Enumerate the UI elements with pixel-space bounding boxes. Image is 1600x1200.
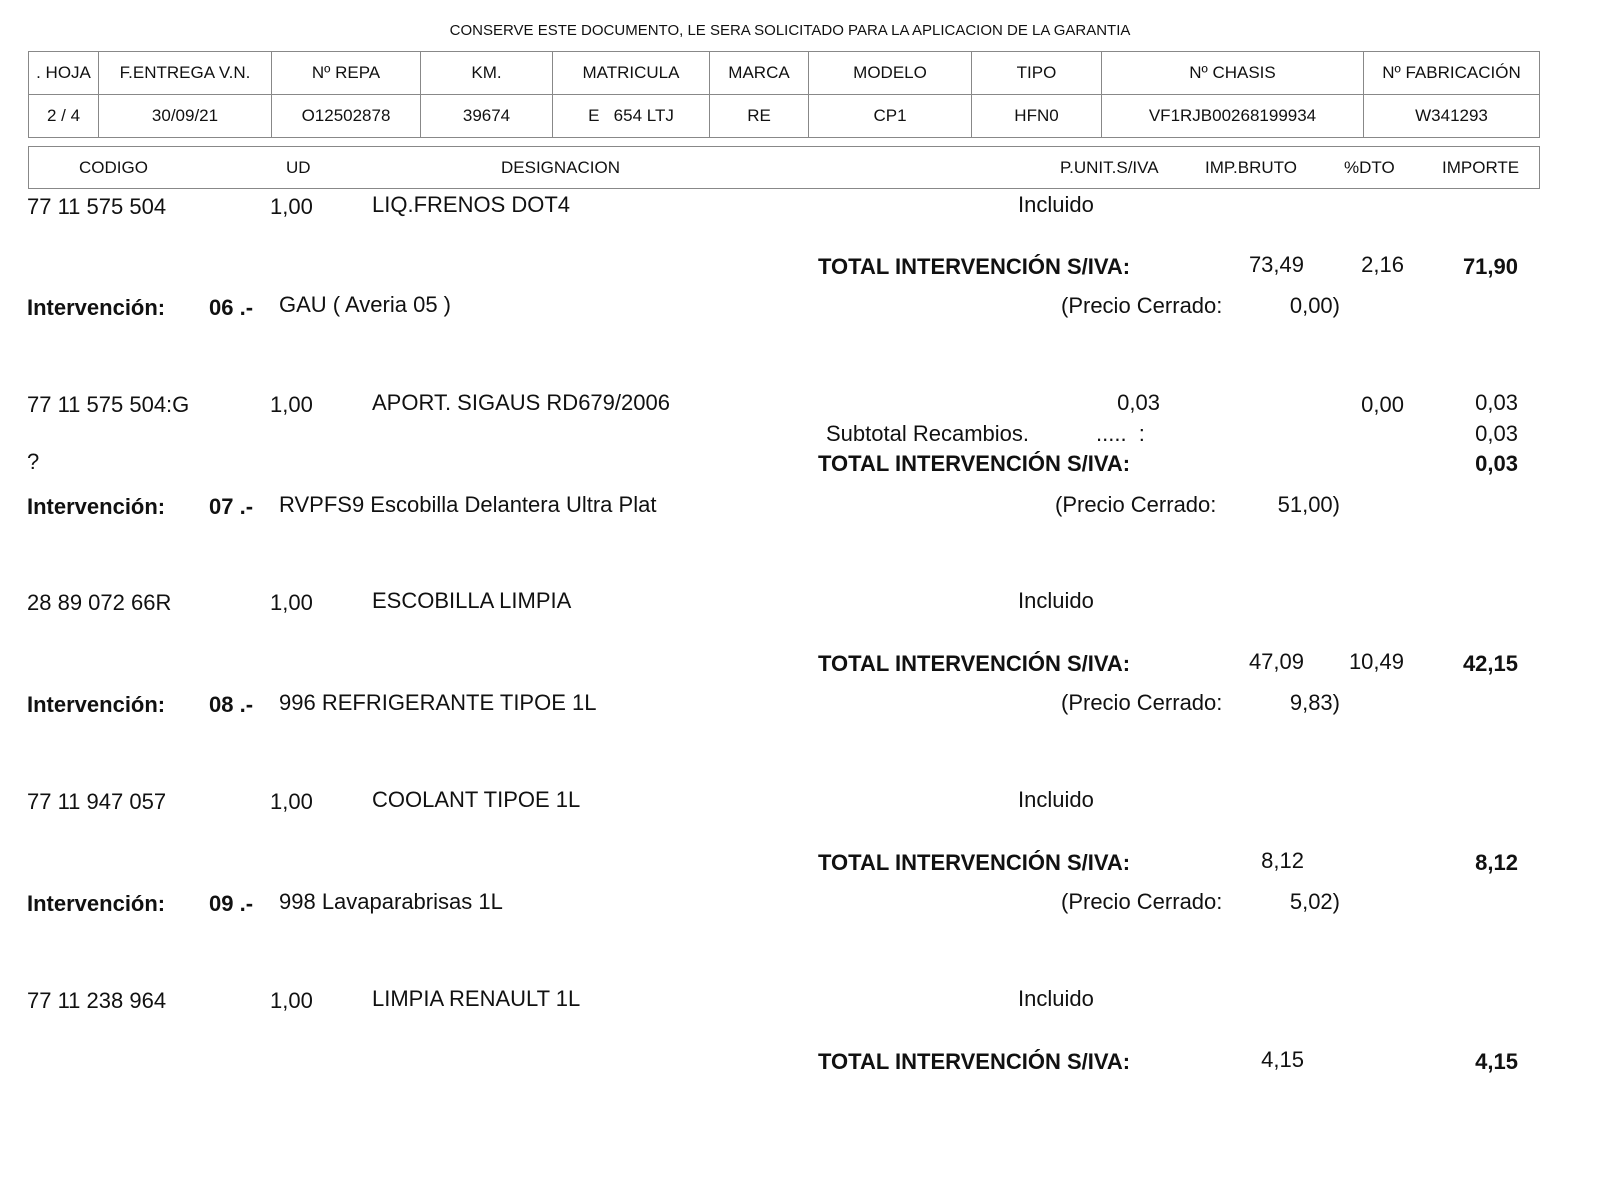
- closed-price-value: 0,00): [1289, 293, 1340, 318]
- col-dto: %DTO: [1344, 158, 1395, 177]
- label-modelo: MODELO: [809, 52, 972, 95]
- total-bruto: 47,09: [1248, 649, 1304, 674]
- line-desc: ESCOBILLA LIMPIA: [372, 588, 572, 613]
- total-importe: 42,15: [1462, 651, 1518, 676]
- intervention-number: 09 .-: [209, 891, 254, 916]
- intervention-label: Intervención:: [27, 295, 166, 320]
- label-marca: MARCA: [710, 52, 809, 95]
- intervention-label: Intervención:: [27, 891, 166, 916]
- subtotal-dots: ..... :: [1096, 421, 1145, 446]
- line-desc: APORT. SIGAUS RD679/2006: [372, 390, 670, 415]
- value-matricula: E 654 LTJ: [553, 95, 710, 138]
- intervention-label: Intervención:: [27, 692, 166, 717]
- label-fabricacion: Nº FABRICACIÓN: [1364, 52, 1540, 95]
- total-label: TOTAL INTERVENCIÓN S/IVA:: [818, 1049, 1131, 1074]
- intervention-desc: GAU ( Averia 05 ): [279, 292, 451, 317]
- total-label: TOTAL INTERVENCIÓN S/IVA:: [818, 254, 1131, 279]
- total-importe: 4,15: [1475, 1049, 1518, 1074]
- closed-price-label: (Precio Cerrado:: [1061, 690, 1223, 715]
- question-mark: ?: [27, 449, 40, 474]
- line-included: Incluido: [1018, 986, 1094, 1011]
- line-code: 77 11 238 964: [27, 988, 167, 1013]
- total-label: TOTAL INTERVENCIÓN S/IVA:: [818, 451, 1131, 476]
- total-dto: 10,49: [1348, 649, 1404, 674]
- total-label: TOTAL INTERVENCIÓN S/IVA:: [818, 651, 1131, 676]
- closed-price-value: 51,00): [1277, 492, 1340, 517]
- value-repa: O12502878: [272, 95, 421, 138]
- intervention-desc: 998 Lavaparabrisas 1L: [279, 889, 503, 914]
- label-hoja: . HOJA: [29, 52, 99, 95]
- intervention-desc: 996 REFRIGERANTE TIPOE 1L: [279, 690, 597, 715]
- total-importe: 0,03: [1475, 451, 1518, 476]
- col-codigo: CODIGO: [79, 158, 148, 177]
- closed-price-label: (Precio Cerrado:: [1061, 293, 1223, 318]
- label-matricula: MATRICULA: [553, 52, 710, 95]
- line-qty: 1,00: [270, 789, 313, 814]
- line-dto: 0,00: [1361, 392, 1404, 417]
- vehicle-header-table: [28, 51, 1540, 138]
- line-qty: 1,00: [270, 988, 313, 1013]
- closed-price-label: (Precio Cerrado:: [1061, 889, 1223, 914]
- col-punit: P.UNIT.S/IVA: [1060, 158, 1159, 177]
- subtotal-label: Subtotal Recambios.: [826, 421, 1029, 446]
- line-code: 28 89 072 66R: [27, 590, 172, 615]
- line-importe: 0,03: [1475, 390, 1518, 415]
- intervention-number: 06 .-: [209, 295, 254, 320]
- line-punit: 0,03: [1117, 390, 1160, 415]
- value-chasis: VF1RJB00268199934: [1102, 95, 1364, 138]
- value-modelo: CP1: [809, 95, 972, 138]
- closed-price-label: (Precio Cerrado:: [1055, 492, 1217, 517]
- value-fabricacion: W341293: [1364, 95, 1540, 138]
- closed-price-value: 9,83): [1289, 690, 1340, 715]
- label-entrega: F.ENTREGA V.N.: [99, 52, 272, 95]
- line-qty: 1,00: [270, 194, 313, 219]
- line-desc: LIMPIA RENAULT 1L: [372, 986, 581, 1011]
- col-impbruto: IMP.BRUTO: [1205, 158, 1297, 177]
- label-repa: Nº REPA: [272, 52, 421, 95]
- value-entrega: 30/09/21: [99, 95, 272, 138]
- total-label: TOTAL INTERVENCIÓN S/IVA:: [818, 850, 1131, 875]
- value-km: 39674: [421, 95, 553, 138]
- subtotal-value: 0,03: [1475, 421, 1518, 446]
- value-tipo: HFN0: [972, 95, 1102, 138]
- closed-price-value: 5,02): [1289, 889, 1340, 914]
- intervention-desc: RVPFS9 Escobilla Delantera Ultra Plat: [279, 492, 657, 517]
- total-bruto: 8,12: [1261, 848, 1304, 873]
- column-header-bar: [28, 146, 1540, 189]
- line-qty: 1,00: [270, 590, 313, 615]
- line-qty: 1,00: [270, 392, 313, 417]
- total-bruto: 4,15: [1261, 1047, 1304, 1072]
- total-dto: 2,16: [1361, 252, 1404, 277]
- header-labels-row: [29, 52, 1540, 95]
- line-code: 77 11 947 057: [27, 789, 167, 814]
- warranty-notice: CONSERVE ESTE DOCUMENTO, LE SERA SOLICITADO PARA LA APLICACION DE LA GARANTIA: [449, 22, 1131, 39]
- col-designacion: DESIGNACION: [501, 158, 621, 177]
- total-bruto: 73,49: [1248, 252, 1304, 277]
- value-hoja: 2 / 4: [29, 95, 99, 138]
- total-importe: 8,12: [1475, 850, 1518, 875]
- header-values-row: [29, 95, 1540, 138]
- line-code: 77 11 575 504:G: [27, 392, 190, 417]
- label-chasis: Nº CHASIS: [1102, 52, 1364, 95]
- value-marca: RE: [710, 95, 809, 138]
- total-importe: 71,90: [1462, 254, 1518, 279]
- label-tipo: TIPO: [972, 52, 1102, 95]
- line-included: Incluido: [1018, 787, 1094, 812]
- line-desc: COOLANT TIPOE 1L: [372, 787, 581, 812]
- intervention-number: 08 .-: [209, 692, 254, 717]
- line-included: Incluido: [1018, 588, 1094, 613]
- line-included: Incluido: [1018, 192, 1094, 217]
- col-importe: IMPORTE: [1442, 158, 1520, 177]
- col-ud: UD: [286, 158, 311, 177]
- intervention-label: Intervención:: [27, 494, 166, 519]
- line-code: 77 11 575 504: [27, 194, 167, 219]
- line-desc: LIQ.FRENOS DOT4: [372, 192, 571, 217]
- intervention-number: 07 .-: [209, 494, 254, 519]
- label-km: KM.: [421, 52, 553, 95]
